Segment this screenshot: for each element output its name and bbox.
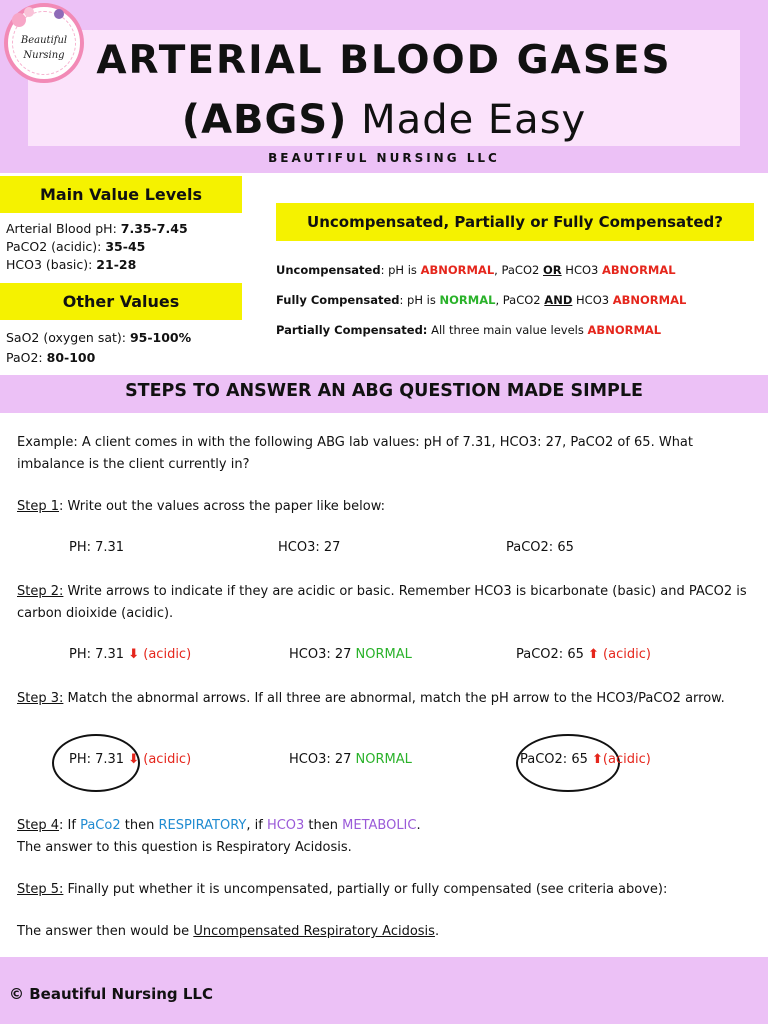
value-row <box>6 239 145 254</box>
metabolic-term: METABOLIC <box>342 818 417 833</box>
step-4 <box>17 815 757 837</box>
value-row <box>6 350 95 365</box>
value-range: 7.35-7.45 <box>120 221 188 236</box>
step-5 <box>17 879 757 901</box>
arrow-down-icon: ⬇ <box>128 752 140 767</box>
step-text: Finally put whether it is uncompensated, partially or fully compensated (see criteria above): <box>63 882 668 897</box>
criteria-partially <box>276 323 661 337</box>
row3-ph <box>69 752 191 767</box>
criteria-text: : pH is <box>399 293 440 307</box>
arrow-down-icon: ⬇ <box>128 647 140 662</box>
criteria-text: , PaCO2 <box>495 293 545 307</box>
row1-hco3: HCO3: 27 <box>278 540 341 555</box>
value-text: HCO3: 27 <box>289 752 356 767</box>
title-rest: Made Easy <box>347 97 587 143</box>
value-row <box>6 257 136 272</box>
example-text: Example: A client comes in with the following ABG lab values: pH of 7.31, HCO3: 27, PaCO2 of 65. What imbalance is the client currently in? <box>17 435 693 472</box>
value-text: PaCO2: 65 <box>516 647 584 662</box>
value-text: PH: 7.31 <box>69 647 125 662</box>
criteria-text: : pH is <box>380 263 421 277</box>
compensation-heading: Uncompensated, Partially or Fully Compensated? <box>276 203 754 241</box>
criteria-uncompensated <box>276 263 676 277</box>
normal-note: NORMAL <box>355 647 412 662</box>
value-label: Arterial Blood pH: <box>6 221 121 236</box>
value-text: PH: 7.31 <box>69 752 125 767</box>
step-label: Step 5: <box>17 882 64 897</box>
criteria-term: Partially Compensated: <box>276 323 428 337</box>
row1-ph: PH: 7.31 <box>69 540 125 555</box>
criteria-text: All three main value levels <box>427 323 588 337</box>
step-text: The answer then would be <box>17 924 194 939</box>
logo-line1: Beautiful <box>20 35 68 46</box>
respiratory-term: RESPIRATORY <box>158 818 247 833</box>
value-text: HCO3: 27 <box>289 647 356 662</box>
logo-line2: Nursing <box>23 50 65 61</box>
value-text: PaCO2: 65 <box>520 752 588 767</box>
title-abbr: (ABGS) <box>181 97 348 143</box>
row1-paco2: PaCO2: 65 <box>506 540 574 555</box>
criteria-fully <box>276 293 686 307</box>
value-range: 21-28 <box>96 257 137 272</box>
value-label: PaCO2 (acidic): <box>6 239 106 254</box>
paco2-term: PaCo2 <box>80 818 121 833</box>
criteria-status: ABNORMAL <box>587 323 662 337</box>
main-values-heading: Main Value Levels <box>0 176 242 213</box>
arrow-up-icon: ⬆ <box>588 647 599 662</box>
page-title: ARTERIAL BLOOD GASES <box>96 38 672 83</box>
criteria-status: NORMAL <box>439 293 496 307</box>
criteria-text: HCO3 <box>561 263 602 277</box>
hco3-term: HCO3 <box>266 818 305 833</box>
criteria-text: HCO3 <box>572 293 613 307</box>
other-values-heading: Other Values <box>0 283 242 320</box>
step-1 <box>17 496 757 518</box>
acidic-note: (acidic) <box>603 647 651 662</box>
row2-paco2 <box>516 647 651 662</box>
normal-note: NORMAL <box>355 752 412 767</box>
value-label: SaO2 (oxygen sat): <box>6 330 130 345</box>
criteria-text: , PaCO2 <box>494 263 543 277</box>
acidic-note: (acidic) <box>143 647 192 662</box>
criteria-term: Uncompensated <box>276 263 381 277</box>
flower-icon <box>12 13 26 27</box>
step-label: Step 3: <box>17 691 64 706</box>
step-label: Step 2: <box>17 584 64 599</box>
criteria-status: ABNORMAL <box>612 293 687 307</box>
arrow-up-icon: ⬆ <box>592 752 603 767</box>
step-label: Step 4 <box>17 818 60 833</box>
answer-text: Uncompensated Respiratory Acidosis <box>193 924 435 939</box>
step-text: . <box>416 818 421 833</box>
criteria-status: ABNORMAL <box>420 263 495 277</box>
row2-ph <box>69 647 191 662</box>
row2-hco3 <box>289 647 412 662</box>
value-label: HCO3 (basic): <box>6 257 97 272</box>
row3-hco3 <box>289 752 412 767</box>
step-4-answer: The answer to this question is Respiratory Acidosis. <box>17 840 352 855</box>
step-text: . <box>434 924 440 939</box>
footer-copyright: © Beautiful Nursing LLC <box>9 985 213 1003</box>
flower-icon <box>24 7 34 17</box>
step-text: then <box>120 818 159 833</box>
step-text: Match the abnormal arrows. If all three are abnormal, match the pH arrow to the HCO3/PaCO2 arrow. <box>63 691 725 706</box>
page-subtitle: BEAUTIFUL NURSING LLC <box>268 151 500 165</box>
value-range: 80-100 <box>46 350 96 365</box>
step-2 <box>17 581 757 625</box>
heart-icon <box>54 9 64 19</box>
step-label: Step 1 <box>17 499 60 514</box>
step-text: , if <box>246 818 267 833</box>
steps-title: STEPS TO ANSWER AN ABG QUESTION MADE SIMPLE <box>125 381 643 401</box>
step-text: Write arrows to indicate if they are acidic or basic. Remember HCO3 is bicarbonate (basic) and PACO2 is carbon dioixide (acidic). <box>17 584 747 621</box>
criteria-conjunction: AND <box>544 293 573 307</box>
criteria-status: ABNORMAL <box>602 263 676 277</box>
step-text: : Write out the values across the paper like below: <box>59 499 386 514</box>
criteria-term: Fully Compensated <box>276 293 400 307</box>
row3-paco2 <box>520 752 651 767</box>
step-3 <box>17 688 757 710</box>
acidic-note: (acidic) <box>143 752 192 767</box>
value-range: 35-45 <box>105 239 146 254</box>
acidic-note: (acidic) <box>602 752 651 767</box>
value-range: 95-100% <box>129 330 192 345</box>
step-text: : If <box>59 818 81 833</box>
final-answer <box>17 921 757 943</box>
step-text: then <box>304 818 343 833</box>
value-label: PaO2: <box>6 350 47 365</box>
value-row <box>6 330 191 345</box>
value-row <box>6 221 188 236</box>
criteria-conjunction: OR <box>543 263 562 277</box>
page-title-line2 <box>0 97 768 143</box>
